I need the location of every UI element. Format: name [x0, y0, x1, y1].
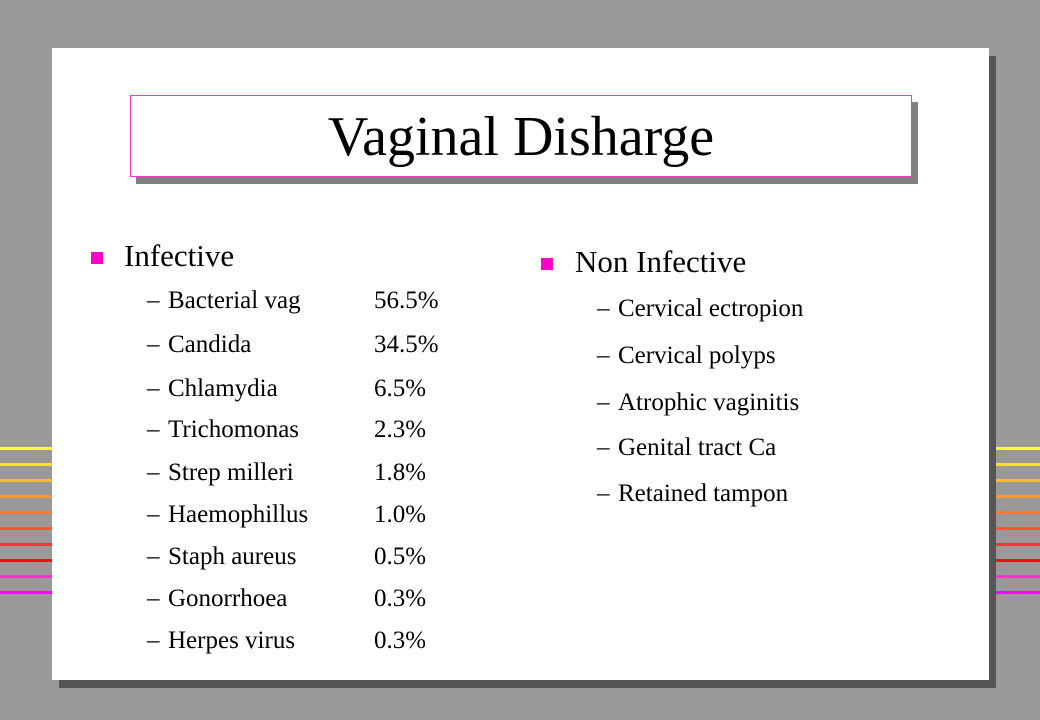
stripe [0, 575, 56, 578]
organism-percentage: 0.3% [374, 585, 427, 612]
dash-icon: – [597, 480, 610, 507]
dash-icon: – [147, 459, 160, 486]
organism-name: Candida [168, 331, 252, 358]
condition-name: Cervical polyps [618, 342, 776, 369]
stripe [0, 591, 56, 594]
dash-icon: – [597, 295, 610, 322]
condition-name: Retained tampon [618, 480, 789, 507]
organism-percentage: 56.5% [374, 287, 439, 314]
dash-icon: – [597, 434, 610, 461]
dash-icon: – [147, 585, 160, 612]
organism-name: Trichomonas [168, 416, 300, 443]
stripe [0, 559, 56, 562]
organism-name: Bacterial vag [168, 287, 301, 314]
stripe [996, 559, 1040, 562]
dash-icon: – [147, 501, 160, 528]
condition-name: Cervical ectropion [618, 295, 804, 322]
organism-name: Haemophillus [168, 501, 309, 528]
stripe [996, 463, 1040, 466]
organism-name: Herpes virus [168, 627, 296, 654]
dash-icon: – [597, 389, 610, 416]
non-infective-heading: Non Infective [575, 244, 747, 279]
stripe [0, 495, 56, 498]
stripe [996, 479, 1040, 482]
dash-icon: – [147, 416, 160, 443]
stripe [0, 511, 56, 514]
organism-name: Chlamydia [168, 375, 278, 402]
bullet-square-icon [541, 258, 553, 270]
dash-icon: – [147, 375, 160, 402]
stripe [996, 575, 1040, 578]
dash-icon: – [597, 342, 610, 369]
organism-name: Staph aureus [168, 543, 297, 570]
slide [52, 48, 989, 680]
condition-name: Atrophic vaginitis [618, 389, 800, 416]
decorative-stripes-left [0, 447, 56, 607]
organism-percentage: 1.0% [374, 501, 427, 528]
stripe [996, 591, 1040, 594]
organism-name: Gonorrhoea [168, 585, 288, 612]
stripe [996, 447, 1040, 450]
organism-percentage: 0.5% [374, 543, 427, 570]
dash-icon: – [147, 287, 160, 314]
stripe [0, 543, 56, 546]
organism-percentage: 2.3% [374, 416, 427, 443]
stripe [0, 463, 56, 466]
bullet-square-icon [91, 252, 103, 264]
organism-percentage: 6.5% [374, 375, 427, 402]
decorative-stripes-right [996, 447, 1040, 607]
organism-name: Strep milleri [168, 459, 294, 486]
dash-icon: – [147, 543, 160, 570]
dash-icon: – [147, 331, 160, 358]
stripe [996, 527, 1040, 530]
stripe [0, 479, 56, 482]
organism-percentage: 0.3% [374, 627, 427, 654]
stripe [996, 543, 1040, 546]
title-box [130, 95, 912, 177]
condition-name: Genital tract Ca [618, 434, 777, 461]
infective-heading: Infective [124, 238, 235, 273]
stripe [0, 447, 56, 450]
stripe [996, 511, 1040, 514]
stripe [996, 495, 1040, 498]
dash-icon: – [147, 627, 160, 654]
slide-title: Vaginal Disharge [327, 106, 715, 168]
organism-percentage: 34.5% [374, 331, 439, 358]
stripe [0, 527, 56, 530]
organism-percentage: 1.8% [374, 459, 427, 486]
